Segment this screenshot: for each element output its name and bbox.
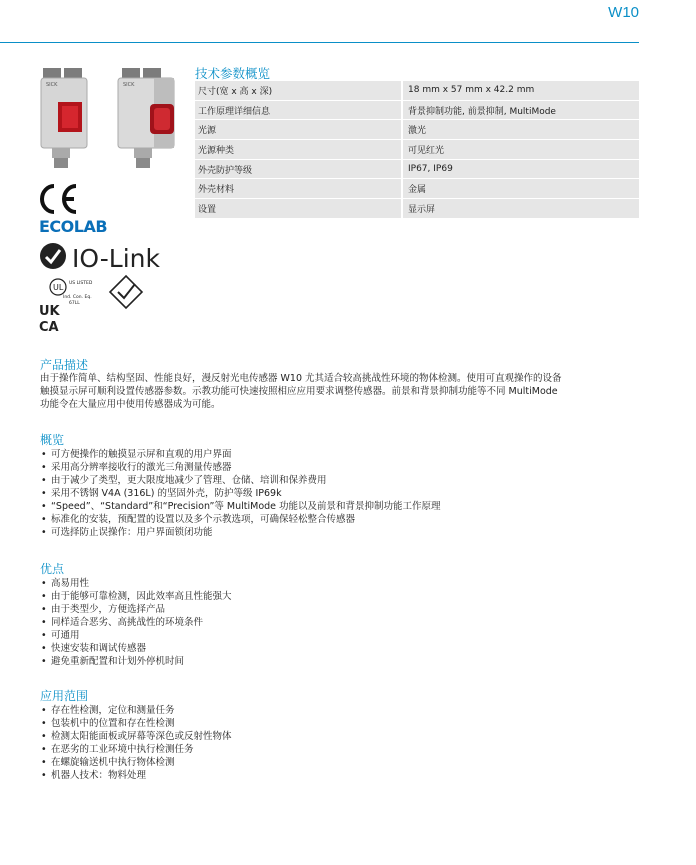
list-item: • 由于能够可靠检测，因此效率高且性能强大 bbox=[40, 590, 640, 603]
description-title: 产品描述 bbox=[40, 358, 89, 372]
spec-value: 金属 bbox=[401, 179, 639, 199]
description-section bbox=[40, 358, 640, 411]
specs-title: 技术参数概览 bbox=[195, 66, 271, 81]
svg-text:SICK: SICK bbox=[46, 82, 58, 88]
list-item: • 快速安装和调试传感器 bbox=[40, 642, 640, 655]
spec-label: 尺寸(宽 x 高 x 深) bbox=[195, 81, 401, 101]
description-line: 触摸显示屏可顺利设置传感器参数。示教功能可快速按照相应应用要求调整传感器。前景和背景抑制功能等不同 MultiMode bbox=[40, 386, 558, 397]
list-item: • “Speed”、“Standard”和“Precision”等 MultiMode 功能以及前景和背景抑制功能工作原理 bbox=[40, 500, 640, 513]
advantages-section bbox=[40, 562, 640, 668]
spec-row bbox=[195, 160, 639, 180]
svg-text:SICK: SICK bbox=[123, 82, 135, 88]
list-item: • 同样适合恶劣、高挑战性的环境条件 bbox=[40, 616, 640, 629]
rcm-mark bbox=[110, 276, 142, 308]
list-item: • 标准化的安装，预配置的设置以及多个示教选项，可确保轻松整合传感器 bbox=[40, 513, 640, 526]
spec-label: 外壳材料 bbox=[195, 179, 401, 199]
spec-row bbox=[195, 140, 639, 160]
specs-table bbox=[195, 81, 639, 219]
spec-value: 可见红光 bbox=[401, 140, 639, 160]
list-item: • 包装机中的位置和存在性检测 bbox=[40, 717, 640, 730]
ecolab-logo: ECOLAB bbox=[39, 217, 108, 236]
list-item: • 可选择防止误操作：用户界面锁闭功能 bbox=[40, 526, 640, 539]
list-item: • 采用高分辨率接收行的激光三角测量传感器 bbox=[40, 461, 640, 474]
applications-title: 应用范围 bbox=[40, 689, 89, 703]
spec-value: IP67, IP69 bbox=[401, 160, 639, 180]
spec-row bbox=[195, 81, 639, 101]
overview-title: 概览 bbox=[40, 433, 65, 447]
spec-label: 光源种类 bbox=[195, 140, 401, 160]
product-photos bbox=[38, 64, 188, 172]
overview-list bbox=[40, 448, 640, 539]
ukca-mark bbox=[39, 304, 61, 335]
list-item: • 避免重新配置和计划外停机时间 bbox=[40, 655, 640, 668]
io-link-logo bbox=[40, 243, 160, 273]
applications-section bbox=[40, 689, 640, 782]
list-item: • 由于类型少，方便选择产品 bbox=[40, 603, 640, 616]
ul-listed-mark bbox=[50, 279, 93, 306]
applications-list bbox=[40, 704, 640, 782]
list-item: • 可方便操作的触摸显示屏和直观的用户界面 bbox=[40, 448, 640, 461]
spec-label: 外壳防护等级 bbox=[195, 160, 401, 180]
page-header-title: W10 bbox=[608, 4, 639, 21]
spec-value: 激光 bbox=[401, 120, 639, 140]
spec-label: 工作原理详细信息 bbox=[195, 101, 401, 121]
list-item: • 在螺旋输送机中执行物体检测 bbox=[40, 756, 640, 769]
advantages-title: 优点 bbox=[40, 562, 65, 576]
list-item: • 存在性检测，定位和测量任务 bbox=[40, 704, 640, 717]
description-line: 功能令在大量应用中使用传感器成为可能。 bbox=[40, 399, 221, 410]
header-divider bbox=[0, 42, 639, 43]
advantages-list bbox=[40, 577, 640, 668]
description-line: 由于操作简单、结构坚固、性能良好，漫反射光电传感器 W10 尤其适合较高挑战性环境的物体检测。使用可直观操作的设备 bbox=[40, 373, 562, 384]
certification-logos bbox=[38, 180, 198, 340]
list-item: • 可通用 bbox=[40, 629, 640, 642]
svg-text:Ind. Con. Eq.: Ind. Con. Eq. bbox=[63, 295, 92, 300]
sensor-front-image bbox=[41, 68, 87, 168]
svg-text:67LL: 67LL bbox=[69, 301, 80, 306]
spec-row bbox=[195, 179, 639, 199]
svg-text:UL: UL bbox=[53, 283, 64, 292]
list-item: • 采用不锈钢 V4A (316L) 的坚固外壳，防护等级 IP69k bbox=[40, 487, 640, 500]
list-item: • 高易用性 bbox=[40, 577, 640, 590]
svg-text:US LISTED: US LISTED bbox=[69, 281, 93, 286]
svg-text:CA: CA bbox=[39, 320, 59, 335]
spec-value: 背景抑制功能, 前景抑制, MultiMode bbox=[401, 101, 639, 121]
spec-row bbox=[195, 199, 639, 219]
svg-text:UK: UK bbox=[39, 304, 60, 319]
spec-row bbox=[195, 120, 639, 140]
spec-row bbox=[195, 101, 639, 121]
spec-label: 光源 bbox=[195, 120, 401, 140]
ce-mark bbox=[42, 186, 76, 212]
spec-value: 18 mm x 57 mm x 42.2 mm bbox=[401, 81, 639, 101]
list-item: • 在恶劣的工业环境中执行检测任务 bbox=[40, 743, 640, 756]
list-item: • 由于减少了类型，更大限度地减少了管理、仓储、培训和保养费用 bbox=[40, 474, 640, 487]
spec-label: 设置 bbox=[195, 199, 401, 219]
svg-text:IO-Link: IO-Link bbox=[72, 244, 160, 273]
list-item: • 检测太阳能面板或屏幕等深色或反射性物体 bbox=[40, 730, 640, 743]
spec-value: 显示屏 bbox=[401, 199, 639, 219]
overview-section bbox=[40, 433, 640, 539]
sensor-angled-image bbox=[118, 68, 174, 168]
list-item: • 机器人技术：物料处理 bbox=[40, 769, 640, 782]
